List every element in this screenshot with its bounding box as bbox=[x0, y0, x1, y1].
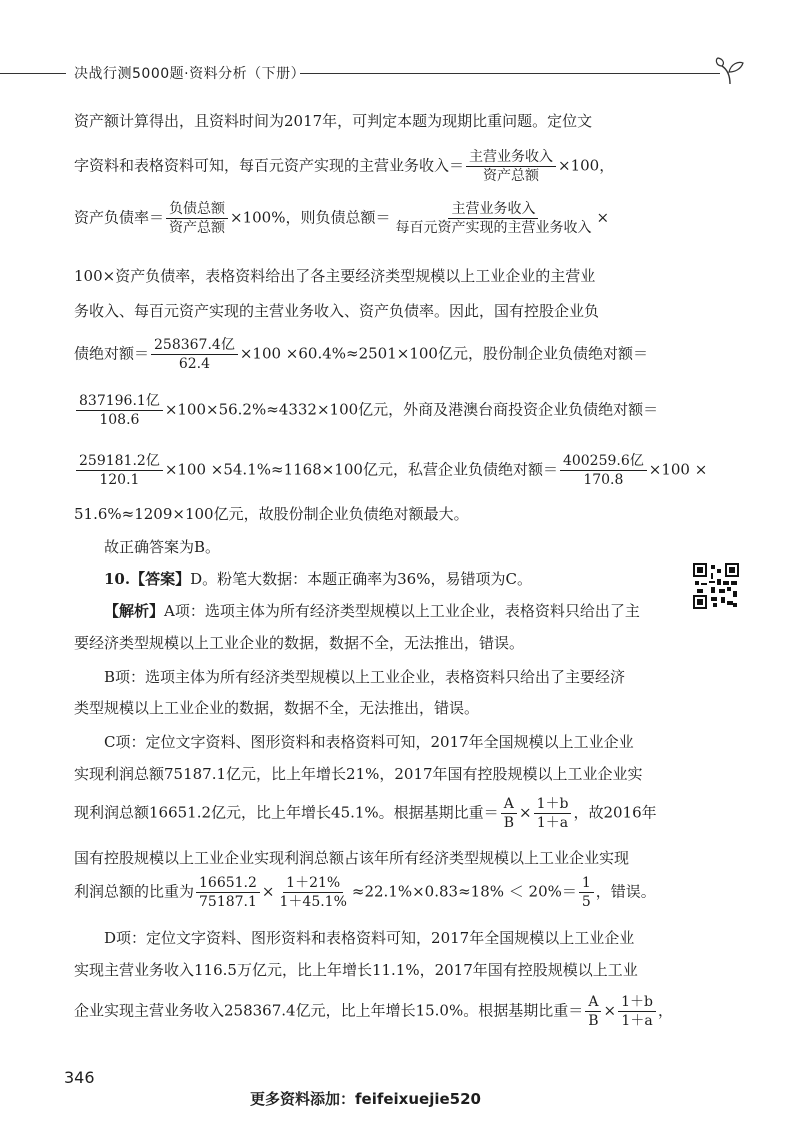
text-line: 国有控股规模以上工业企业实现利润总额占该年所有经济类型规模以上工业企业实现 bbox=[74, 849, 630, 867]
text-line: 资产负债率＝ $\frac{\text{负债总额}}{\text{资产总额}}$ ×100%，则负债总额＝ $\frac{\text{主营业务收入}}{\text{每百元资产实现的主营业务收入}}$ × bbox=[74, 201, 610, 236]
text-line: 要经济类型规模以上工业企业的数据，数据不全，无法推出，错误。 bbox=[74, 634, 525, 652]
text-line: 现利润总额16651.2亿元，比上年增长45.1%。根据基期比重＝ $\frac{A}{B}$ × $\frac{1+b}{1+a}$ ，故2016年 bbox=[74, 796, 657, 831]
text-line: 故正确答案为B。 bbox=[104, 538, 221, 556]
text-line: 字资料和表格资料可知，每百元资产实现的主营业务收入＝ $\frac{\text{主营业务收入}}{\text{资产总额}}$ ×100， bbox=[74, 149, 615, 184]
fraction: $\frac{\text{主营业务收入}}{\text{资产总额}}$ bbox=[466, 148, 556, 185]
header-rule-right bbox=[300, 73, 720, 74]
fraction: $\frac{16651.2}{75187.1}$ bbox=[196, 874, 260, 911]
fraction: $\frac{1+21\%}{1+45.1\%}$ bbox=[279, 875, 347, 910]
fraction: $\frac{A}{B}$ bbox=[585, 993, 601, 1030]
footer-note: 更多资料添加：feifeixuejie520 bbox=[250, 1090, 481, 1108]
text-line: 10.【答案】D。粉笔大数据：本题正确率为36%，易错项为C。 bbox=[104, 570, 532, 588]
fraction: $\frac{\text{400259.6亿}}{170.8}$ bbox=[560, 452, 647, 489]
page-number: 346 bbox=[64, 1068, 95, 1087]
text-line: 51.6%≈1209×100亿元，故股份制企业负债绝对额最大。 bbox=[74, 505, 469, 523]
text-line: 务收入、每百元资产实现的主营业务收入、资产负债率。因此，国有控股企业负 bbox=[74, 302, 600, 320]
fraction: $\frac{\text{负债总额}}{\text{资产总额}}$ bbox=[166, 200, 228, 237]
text-line: 债绝对额＝ $\frac{\text{258367.4亿}}{62.4}$ ×100 ×60.4%≈2501×100亿元，股份制企业负债绝对额＝ bbox=[74, 337, 648, 372]
text-line: $\frac{\text{837196.1亿}}{108.6}$ ×100×56.2%≈4332×100亿元，外商及港澳台商投资企业负债绝对额＝ bbox=[74, 392, 658, 429]
text-line: 【解析】A项：选项主体为所有经济类型规模以上工业企业，表格资料只给出了主 bbox=[104, 602, 640, 620]
running-header bbox=[0, 56, 800, 90]
fraction: $\frac{\text{主营业务收入}}{\text{每百元资产实现的主营业务收入}}$ bbox=[395, 201, 592, 236]
fraction: $\frac{\text{258367.4亿}}{62.4}$ bbox=[151, 336, 238, 373]
fraction: $\frac{1+b}{1+a}$ bbox=[534, 795, 572, 832]
fraction: $\frac{1+b}{1+a}$ bbox=[618, 993, 656, 1030]
header-rule-left bbox=[0, 73, 66, 74]
text-line: 企业实现主营业务收入258367.4亿元，比上年增长15.0%。根据基期比重＝ $\frac{A}{B}$ × $\frac{1+b}{1+a}$ ， bbox=[74, 994, 673, 1029]
fraction: $\frac{\text{837196.1亿}}{108.6}$ bbox=[76, 392, 163, 429]
text-line: C项：定位文字资料、图形资料和表格资料可知，2017年全国规模以上工业企业 bbox=[104, 733, 634, 751]
qr-code-icon[interactable] bbox=[693, 563, 739, 609]
sprout-icon bbox=[714, 56, 748, 86]
text-line: B项：选项主体为所有经济类型规模以上工业企业，表格资料只给出了主要经济 bbox=[104, 668, 626, 686]
header-title: 决战行测5000题·资料分析（下册） bbox=[74, 66, 306, 82]
text-line: 实现主营业务收入116.5万亿元，比上年增长11.1%，2017年国有控股规模以上工业 bbox=[74, 961, 638, 979]
fraction: $\frac{1}{5}$ bbox=[579, 874, 594, 911]
text-line: 类型规模以上工业企业的数据，数据不全，无法推出，错误。 bbox=[74, 699, 480, 717]
text-line: 实现利润总额75187.1亿元，比上年增长21%，2017年国有控股规模以上工业企业实 bbox=[74, 765, 643, 783]
text-line: 100×资产负债率，表格资料给出了各主要经济类型规模以上工业企业的主营业 bbox=[74, 267, 596, 285]
fraction: $\frac{A}{B}$ bbox=[501, 795, 517, 832]
fraction: $\frac{\text{259181.2亿}}{120.1}$ bbox=[76, 452, 163, 489]
text-line: $\frac{\text{259181.2亿}}{120.1}$ ×100 ×54.1%≈1168×100亿元，私营企业负债绝对额＝ $\frac{\text{400259.6亿}}{170.8}$ ×100 × bbox=[74, 452, 707, 489]
text-line: 利润总额的比重为 $\frac{16651.2}{75187.1}$ × $\frac{1+21\%}{1+45.1\%}$ ≈22.1%×0.83≈18% ＜ 20%＝ $\frac{1}{5}$ ，错误。 bbox=[74, 875, 656, 910]
text-line: D项：定位文字资料、图形资料和表格资料可知，2017年全国规模以上工业企业 bbox=[104, 929, 635, 947]
text-line: 资产额计算得出，且资料时间为2017年，可判定本题为现期比重问题。定位文 bbox=[74, 112, 593, 130]
